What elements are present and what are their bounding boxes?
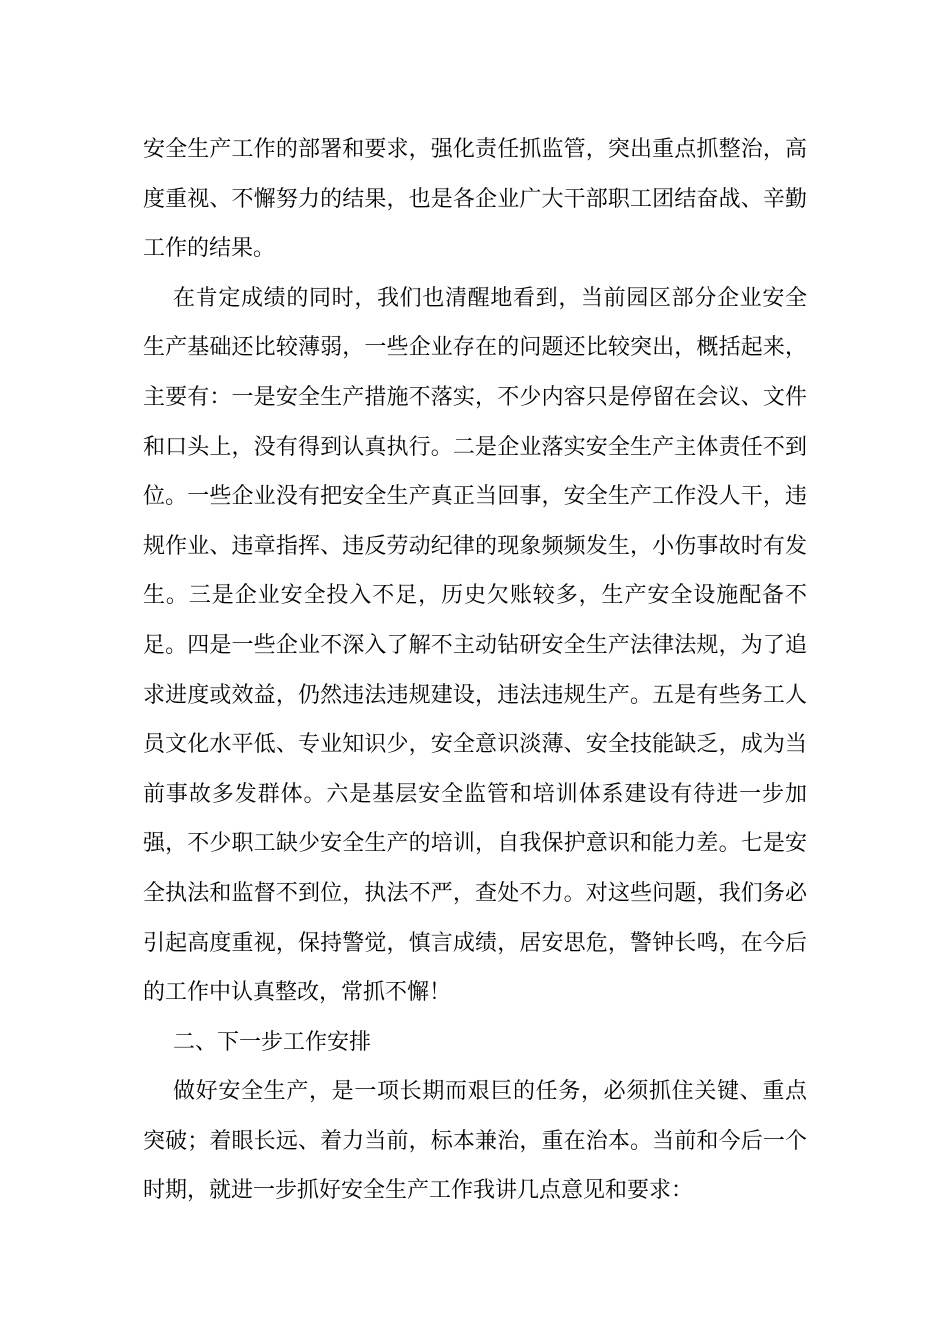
section-heading: 二、下一步工作安排	[173, 1029, 372, 1055]
document-body	[143, 125, 807, 1216]
paragraph-continuation: 安全生产工作的部署和要求，强化责任抓监管，突出重点抓整治，高度重视、不懈努力的结果，也是各企业广大干部职工团结奋战、辛勤工作的结果。	[143, 137, 807, 262]
paragraph-problems: 在肯定成绩的同时，我们也清醒地看到，当前园区部分企业安全生产基础还比较薄弱，一些企业存在的问题还比较突出，概括起来，主要有：一是安全生产措施不落实，不少内容只是停留在会议、文件和口头上，没有得到认真执行。二是企业落实安全生产主体责任不到位。一些企业没有把安全生产真正当回事，安全生产工作没人干，违规作业、违章指挥、违反劳动纪律的现象频频发生，小伤事故时有发生。三是企业安全投入不足，历史欠账较多，生产安全设施配备不足。四是一些企业不深入了解不主动钻研安全生产法律法规，为了追求进度或效益，仍然违法违规建设，违法违规生产。五是有些务工人员文化水平低、专业知识少，安全意识淡薄、安全技能缺乏，成为当前事故多发群体。六是基层安全监管和培训体系建设有待进一步加强，不少职工缺少安全生产的培训，自我保护意识和能力差。七是安全执法和监督不到位，执法不严，查处不力。对这些问题，我们务必引起高度重视，保持警觉，慎言成绩，居安思危，警钟长鸣，在今后的工作中认真整改，常抓不懈！	[143, 285, 807, 1006]
paragraph-next-steps: 做好安全生产，是一项长期而艰巨的任务，必须抓住关键、重点突破；着眼长远、着力当前，标本兼治，重在治本。当前和今后一个时期，就进一步抓好安全生产工作我讲几点意见和要求：	[143, 1079, 807, 1204]
